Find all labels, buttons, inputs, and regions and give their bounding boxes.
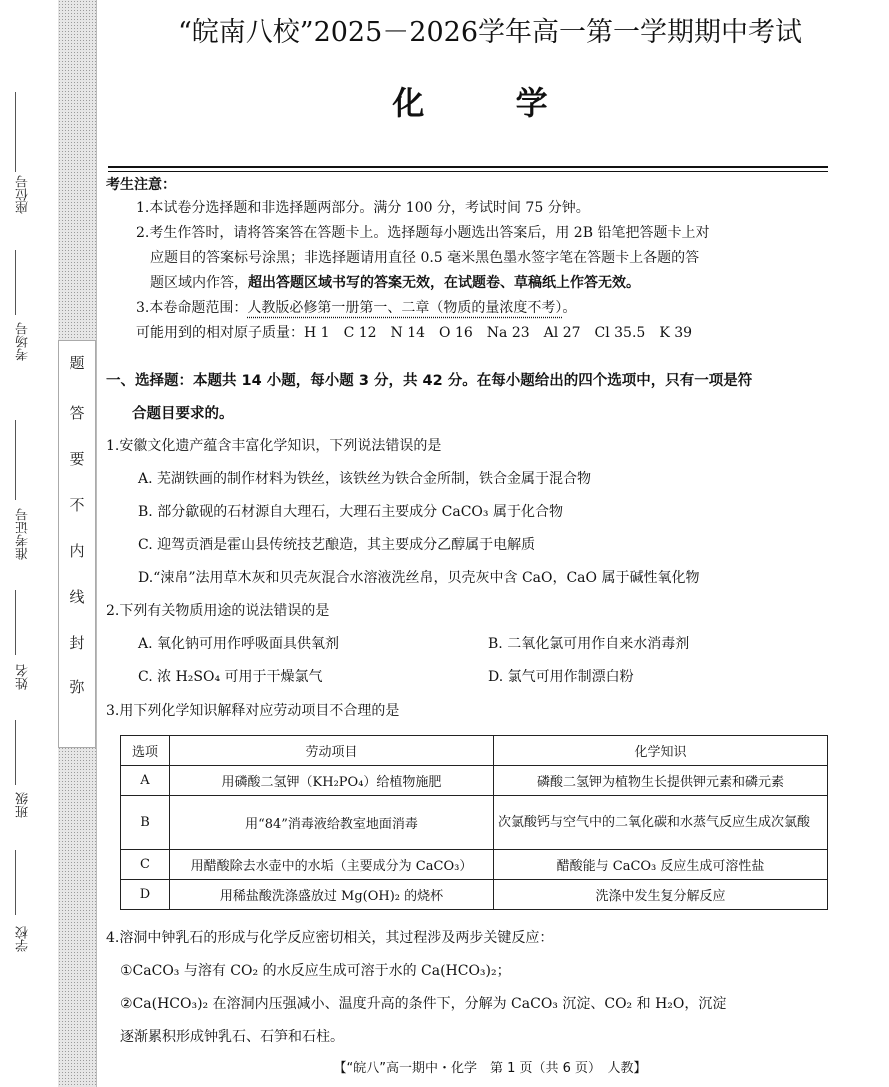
table-cell: C [121, 850, 170, 880]
seat-line[interactable] [15, 92, 16, 172]
table-cell: 磷酸二氢钾为植物生长提供钾元素和磷元素 [494, 766, 828, 796]
school-line[interactable] [15, 850, 16, 915]
table-header-row [121, 736, 828, 766]
option-a: A. 氧化钠可用作呼吸面具供氧剂 [138, 636, 340, 652]
seal-char: 要 [69, 450, 85, 468]
subject-title: 化 学 [392, 84, 588, 122]
seal-char: 题 [69, 354, 85, 372]
question-4 [106, 922, 846, 1054]
option-d: D.“涑帛”法用草木灰和贝壳灰混合水溶液洗丝帛，贝壳灰中含 CaO，CaO 属于碱性氧化物 [138, 570, 700, 586]
name-field: 姓名 [16, 664, 31, 690]
class-field: 班级 [16, 792, 31, 818]
question-3-stem: 3.用下列化学知识解释对应劳动项目不合理的是 [106, 703, 400, 719]
header-rule [108, 171, 828, 172]
table-row [121, 796, 828, 850]
reaction-2-cont: 逐渐累积形成钟乳石、石笋和石柱。 [120, 1029, 344, 1045]
atomic-masses: 可能用到的相对原子质量：H 1 C 12 N 14 O 16 Na 23 Al 27 Cl 35.5 K 39 [136, 325, 693, 341]
question-stem: 4.溶洞中钟乳石的形成与化学反应密切相关，其过程涉及两步关键反应： [106, 930, 554, 946]
question-1 [106, 430, 846, 595]
seal-char: 内 [69, 542, 85, 560]
exam-title: “皖南八校”2025－2026学年高一第一学期期中考试 [177, 17, 803, 48]
header-rule [108, 166, 828, 168]
seal-char: 不 [69, 496, 85, 514]
table-cell: 用磷酸二氢钾（KH₂PO₄）给植物施肥 [170, 766, 494, 796]
seal-char: 弥 [69, 678, 85, 696]
table-cell: 用“84”消毒液给教室地面消毒 [170, 796, 494, 850]
question-stem: 1.安徽文化遗产蕴含丰富化学知识，下列说法错误的是 [106, 438, 442, 454]
exam-room-field: 考场号 [16, 322, 31, 361]
table-row [121, 880, 828, 910]
notice-item [106, 196, 866, 346]
school-field: 学校 [16, 926, 31, 952]
question-stem: 2.下列有关物质用途的说法错误的是 [106, 603, 330, 619]
question-2 [106, 595, 846, 694]
option-c: C. 迎驾贡酒是霍山县传统技艺酿造，其主要成分乙醇属于电解质 [138, 537, 536, 553]
seal-char: 答 [69, 404, 85, 422]
table-cell: 洗涤中发生复分解反应 [494, 880, 828, 910]
section-heading: 一、选择题：本题共 14 小题，每小题 3 分，共 42 分。在每小题给出的四个选项中，只有一项是符 合题目要求的。 [106, 373, 753, 422]
table-header: 劳动项目 [170, 736, 494, 766]
ticket-number-field: 准考证号 [16, 508, 31, 560]
class-line[interactable] [15, 720, 16, 785]
option-d: D. 氯气可用作制漂白粉 [488, 669, 634, 685]
notice-item-2-cont: 应题目的答案标号涂黑；非选择题请用直径 0.5 毫米黑色墨水签字笔在答题卡上各题的答 [150, 250, 700, 266]
table-cell: D [121, 880, 170, 910]
option-c: C. 浓 H₂SO₄ 可用于干燥氯气 [138, 669, 323, 685]
name-line[interactable] [15, 590, 16, 655]
table-cell: B [121, 796, 170, 850]
notice-item-2-end: 题区域内作答，超出答题区域书写的答案无效，在试题卷、草稿纸上作答无效。 [150, 275, 640, 291]
room-line[interactable] [15, 250, 16, 315]
notice-item-3: 3.本卷命题范围：人教版必修第一册第一、二章（物质的量浓度不考）。 [136, 300, 577, 316]
option-a: A. 芜湖铁画的制作材料为铁丝，该铁丝为铁合金所制，铁合金属于混合物 [138, 471, 592, 487]
table-cell: 用醋酸除去水壶中的水垢（主要成分为 CaCO₃） [170, 850, 494, 880]
seat-number-field: 座位号 [16, 175, 31, 214]
notice-item-1: 1.本试卷分选择题和非选择题两部分。满分 100 分，考试时间 75 分钟。 [136, 200, 590, 216]
seal-char: 封 [69, 634, 85, 652]
table-cell: A [121, 766, 170, 796]
page-footer: 【“皖八”高一期中・化学 第 1 页（共 6 页） 人教】 [333, 1061, 647, 1076]
table-row [121, 850, 828, 880]
table-cell: 醋酸能与 CaCO₃ 反应生成可溶性盐 [494, 850, 828, 880]
notice-item-2: 2.考生作答时，请将答案答在答题卡上。选择题每小题选出答案后，用 2B 铅笔把答题卡上对 [136, 225, 710, 241]
table-row [121, 766, 828, 796]
ticket-line[interactable] [15, 420, 16, 500]
notice-block [106, 174, 866, 346]
reaction-1: ①CaCO₃ 与溶有 CO₂ 的水反应生成可溶于水的 Ca(HCO₃)₂； [120, 963, 511, 979]
table-header: 化学知识 [494, 736, 828, 766]
table-header: 选项 [121, 736, 170, 766]
notice-heading: 考生注意： [106, 177, 176, 193]
reaction-2: ②Ca(HCO₃)₂ 在溶洞内压强减小、温度升高的条件下，分解为 CaCO₃ 沉淀、CO₂ 和 H₂O，沉淀 [120, 996, 727, 1012]
table-cell: 次氯酸钙与空气中的二氧化碳和水蒸气反应生成次氯酸 [494, 796, 828, 850]
q3-table [120, 735, 828, 910]
seal-char: 线 [69, 588, 85, 606]
option-b: B. 部分歙砚的石材源自大理石，大理石主要成分 CaCO₃ 属于化合物 [138, 504, 563, 520]
table-cell: 用稀盐酸洗涤盛放过 Mg(OH)₂ 的烧杯 [170, 880, 494, 910]
option-b: B. 二氧化氯可用作自来水消毒剂 [488, 636, 690, 652]
